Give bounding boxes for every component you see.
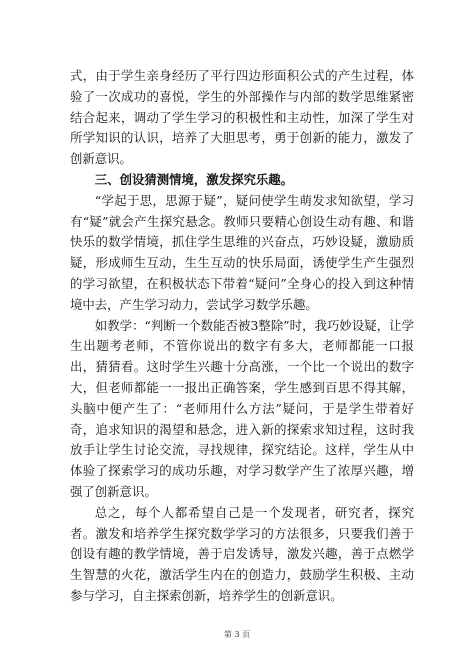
body-text [70, 66, 414, 607]
page-number: 第 3 页 [223, 630, 251, 639]
paragraph-conclusion: 总之，每个人都希望自己是一个发现者，研究者，探究者。激发和培养学生探究数学学习的方法很多，只要我们善于创设有趣的教学情境，善于启发诱导，激发兴趣，善于点燃学生智慧的火花，激活学生内在的创造力，鼓励学生积极、主动参与学习，自主探索创新，培养学生的创新意识。 [70, 504, 414, 603]
paragraph-example: 如教学：“判断一个数能否被3整除”时，我巧妙设疑，让学生出题考老师，不管你说出的数字有多大，老师都能一口报出，猜猜看。这时学生兴趣十分高涨，一个比一个说出的数字大，但老师都能一一报出正确答案，学生感到百思不得其解，头脑中便产生了：“老师用什么方法”疑问，于是学生带着好奇，追求知识的渴望和悬念，进入新的探索求知过程，这时我放手让学生讨论交流，寻找规律，探究结论。这样，学生从中体验了探索学习的成功乐趣，对学习数学产生了浓厚兴趣，增强了创新意识。 [70, 317, 414, 499]
section-heading: 三、创设猜测情境，激发探究乐趣。 [94, 171, 294, 187]
paragraph-intro: 式，由于学生亲身经历了平行四边形面积公式的产生过程，体验了一次成功的喜悦，学生的外部操作与内部的数学思维紧密结合起来，调动了学生学习的积极性和主动性，加深了学生对所学知识的认识，培养了大胆思考，勇于创新的能力，激发了创新意识。 [70, 68, 414, 167]
paragraph-curiosity: “学起于思，思源于疑”，疑问使学生萌发求知欲望，学习有“疑”就会产生探究悬念。教师只要精心创设生动有趣、和谐快乐的数学情境，抓住学生思维的兴奋点，巧妙设疑，激励质疑，形成师生互动，生生互动的快乐局面，诱使学生产生强烈的学习欲望，在积极状态下带着“疑问”全身心的投入到这种情境中去，产生学习动力，尝试学习数学乐趣。 [70, 192, 414, 312]
